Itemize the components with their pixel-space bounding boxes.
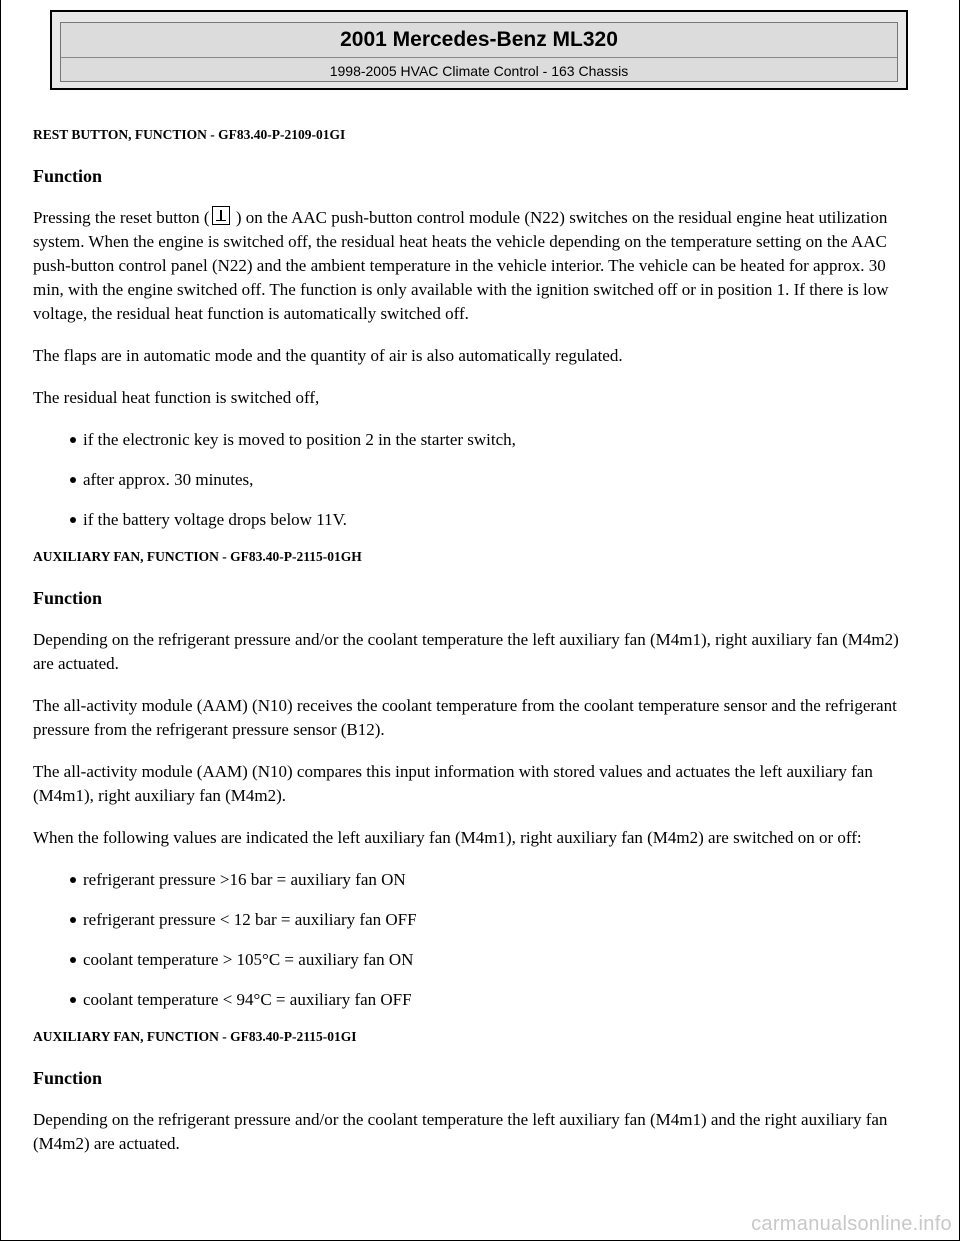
list-item: coolant temperature < 94°C = auxiliary fan OFF bbox=[83, 988, 913, 1012]
section-heading-auxiliary-fan: AUXILIARY FAN, FUNCTION - GF83.40-P-2115-01GI bbox=[33, 1029, 357, 1044]
document-header bbox=[50, 10, 908, 90]
section-subhead: Function bbox=[33, 1068, 103, 1088]
paragraph-text: ) on the AAC push-button control module (N22) switches on the residual engine heat utilization system. When the engine is switched off, the residual heat heats the vehicle depending on the temperature setting on the AAC push-button control panel (N22) and the ambient temperature in the vehicle interior. The vehicle can be heated for approx. 30 min, with the engine switched off. The function is only available with the ignition switched off or in position 1. If there is low voltage, the residual heat function is automatically switched off. bbox=[33, 208, 889, 323]
header-panel bbox=[60, 22, 898, 82]
section-heading-auxiliary-fan: AUXILIARY FAN, FUNCTION - GF83.40-P-2115-01GH bbox=[33, 549, 362, 564]
paragraph: The residual heat function is switched off, bbox=[33, 388, 320, 407]
section-subhead: Function bbox=[33, 588, 103, 608]
paragraph: When the following values are indicated the left auxiliary fan (M4m1), right auxiliary fan (M4m2) are switched on or off: bbox=[33, 828, 862, 847]
header-title: 2001 Mercedes-Benz ML320 bbox=[340, 28, 618, 51]
list-item: if the battery voltage drops below 11V. bbox=[83, 508, 913, 532]
paragraph: The all-activity module (AAM) (N10) compares this input information with stored values and actuates the left auxiliary fan (M4m1), right auxiliary fan (M4m2). bbox=[33, 762, 873, 805]
paragraph: The all-activity module (AAM) (N10) receives the coolant temperature from the coolant temperature sensor and the refrigerant pressure from the refrigerant pressure sensor (B12). bbox=[33, 696, 897, 739]
section-subhead: Function bbox=[33, 166, 103, 186]
paragraph: Depending on the refrigerant pressure and/or the coolant temperature the left auxiliary fan (M4m1) and the right auxiliary fan (M4m2) are actuated. bbox=[33, 1110, 888, 1153]
paragraph: Depending on the refrigerant pressure and/or the coolant temperature the left auxiliary fan (M4m1), right auxiliary fan (M4m2) are actuated. bbox=[33, 630, 899, 673]
section-heading-reset-button: REST BUTTON, FUNCTION - GF83.40-P-2109-01GI bbox=[33, 127, 346, 142]
list-item: refrigerant pressure < 12 bar = auxiliary fan OFF bbox=[83, 908, 913, 932]
header-subtitle: 1998-2005 HVAC Climate Control - 163 Chassis bbox=[329, 63, 629, 79]
reset-button-icon bbox=[212, 206, 230, 225]
paragraph-text: Pressing the reset button ( bbox=[33, 208, 210, 227]
paragraph: The flaps are in automatic mode and the quantity of air is also automatically regulated. bbox=[33, 346, 623, 365]
bullet-list bbox=[33, 868, 913, 1012]
list-item: coolant temperature > 105°C = auxiliary fan ON bbox=[83, 948, 913, 972]
list-item: refrigerant pressure >16 bar = auxiliary fan ON bbox=[83, 868, 913, 892]
watermark: carmanualsonline.info bbox=[751, 1213, 952, 1235]
paragraph bbox=[33, 206, 913, 326]
bullet-list bbox=[33, 428, 913, 532]
document-body bbox=[33, 126, 913, 1156]
list-item: if the electronic key is moved to position 2 in the starter switch, bbox=[83, 428, 913, 452]
header-divider bbox=[61, 57, 897, 58]
list-item: after approx. 30 minutes, bbox=[83, 468, 913, 492]
